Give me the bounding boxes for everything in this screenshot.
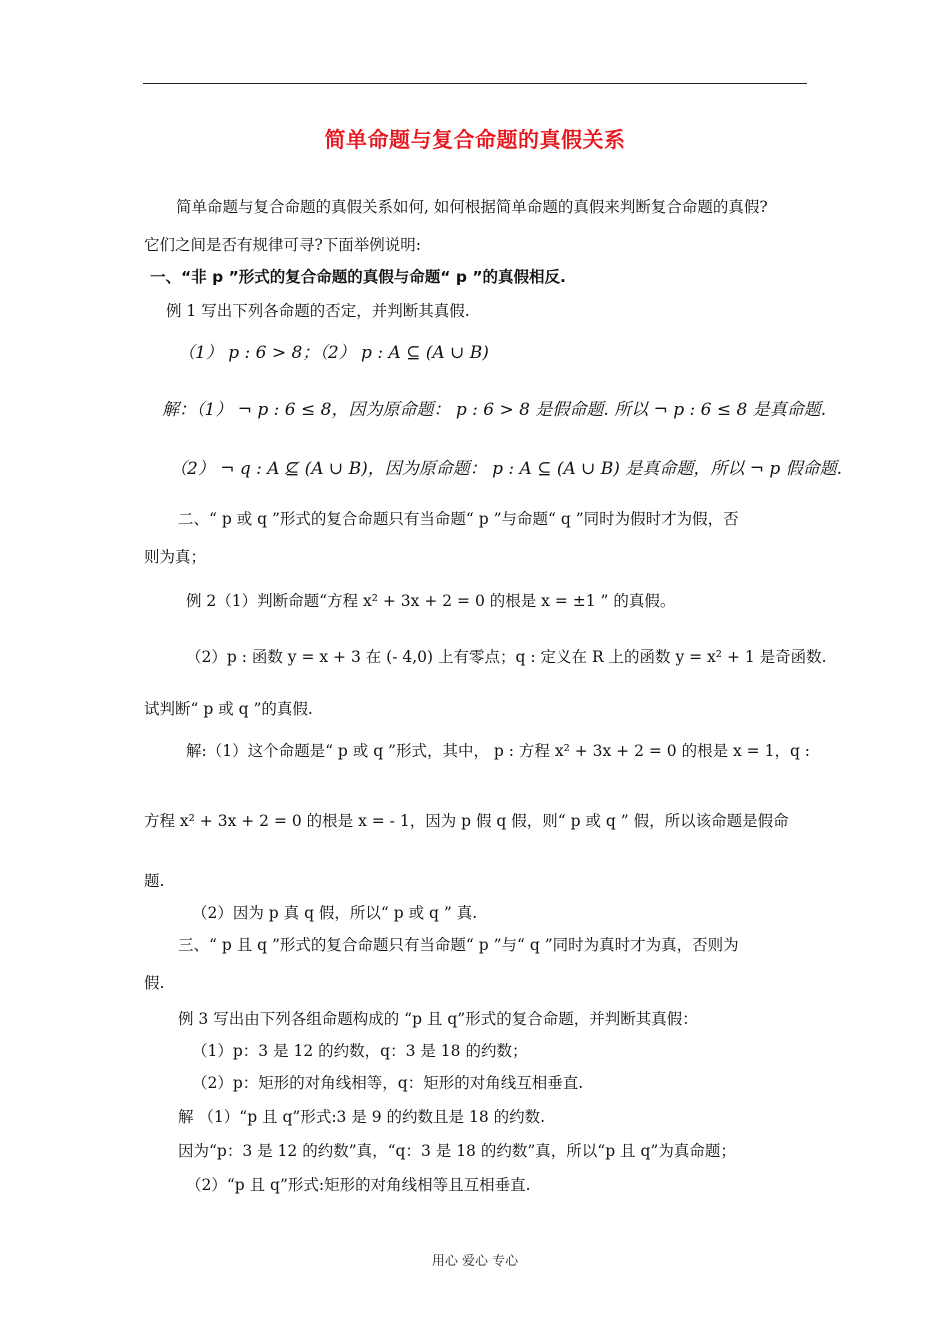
intro-line-2: 它们之间是否有规律可寻?下面举例说明:	[144, 236, 422, 254]
example-1-prompt: 例 1 写出下列各命题的否定，并判断其真假.	[166, 302, 470, 320]
example-3-item-2: （2）p：矩形的对角线相等，q：矩形的对角线互相垂直.	[192, 1074, 584, 1092]
example-2-solution-part-2: （2）因为 p 真 q 假，所以“ p 或 q ” 真.	[192, 904, 478, 922]
example-2-solution-line-2: 方程 x² + 3x + 2 = 0 的根是 x = - 1，因为 p 假 q 假，则“ p 或 q ” 假，所以该命题是假命	[144, 812, 789, 830]
example-2-part-1: 例 2（1）判断命题“方程 x² + 3x + 2 = 0 的根是 x = ±1 ” 的真假。	[186, 592, 676, 610]
page-title: 简单命题与复合命题的真假关系	[324, 128, 626, 152]
section-1-heading: 一、“非 p ”形式的复合命题的真假与命题“ p ”的真假相反.	[150, 268, 566, 286]
example-3-solution-3: （2）“p 且 q”形式:矩形的对角线相等且互相垂直.	[186, 1176, 531, 1194]
example-1-solution-2: （2） ¬ q : A ⊈ (A ∪ B)，因为原命题： p : A ⊆ (A ∪ B) 是真命题，所以 ¬ p 假命题.	[170, 459, 843, 479]
intro-line-1: 简单命题与复合命题的真假关系如何, 如何根据简单命题的真假来判断复合命题的真假?	[176, 198, 768, 216]
example-1-solution-1: 解：（1） ¬ p : 6 ≤ 8，因为原命题： p : 6 > 8 是假命题. 所以 ¬ p : 6 ≤ 8 是真命题.	[162, 400, 827, 420]
page-footer: 用心 爱心 专心	[431, 1254, 519, 1269]
example-3-solution-2: 因为“p：3 是 12 的约数”真，“q：3 是 18 的约数”真，所以“p 且 q”为真命题；	[178, 1142, 736, 1160]
example-3-item-1: （1）p：3 是 12 的约数，q：3 是 18 的约数；	[192, 1042, 528, 1060]
header-rule	[143, 83, 807, 84]
example-2-solution-line-1: 解:（1）这个命题是“ p 或 q ”形式，其中， p : 方程 x² + 3x + 2 = 0 的根是 x = 1，q :	[186, 742, 811, 760]
section-3-heading-line-2: 假.	[144, 974, 165, 992]
example-3-solution-1: 解 （1）“p 且 q”形式:3 是 9 的约数且是 18 的约数.	[178, 1108, 546, 1126]
section-2-heading-line-2: 则为真；	[144, 548, 207, 566]
example-2-question: 试判断“ p 或 q ”的真假.	[144, 700, 313, 718]
example-2-solution-line-3: 题.	[144, 872, 165, 890]
example-1-items: （1） p : 6 > 8；（2） p : A ⊆ (A ∪ B)	[178, 343, 489, 363]
example-2-part-2: （2）p : 函数 y = x + 3 在 (- 4,0) 上有零点；q : 定义在 R 上的函数 y = x² + 1 是奇函数.	[186, 648, 827, 666]
section-3-heading-line-1: 三、“ p 且 q ”形式的复合命题只有当命题“ p ”与“ q ”同时为真时才为真，否则为	[178, 936, 739, 954]
section-2-heading-line-1: 二、“ p 或 q ”形式的复合命题只有当命题“ p ”与命题“ q ”同时为假时才为假，否	[178, 510, 739, 528]
example-3-prompt: 例 3 写出由下列各组命题构成的 “p 且 q”形式的复合命题，并判断其真假：	[178, 1010, 698, 1028]
